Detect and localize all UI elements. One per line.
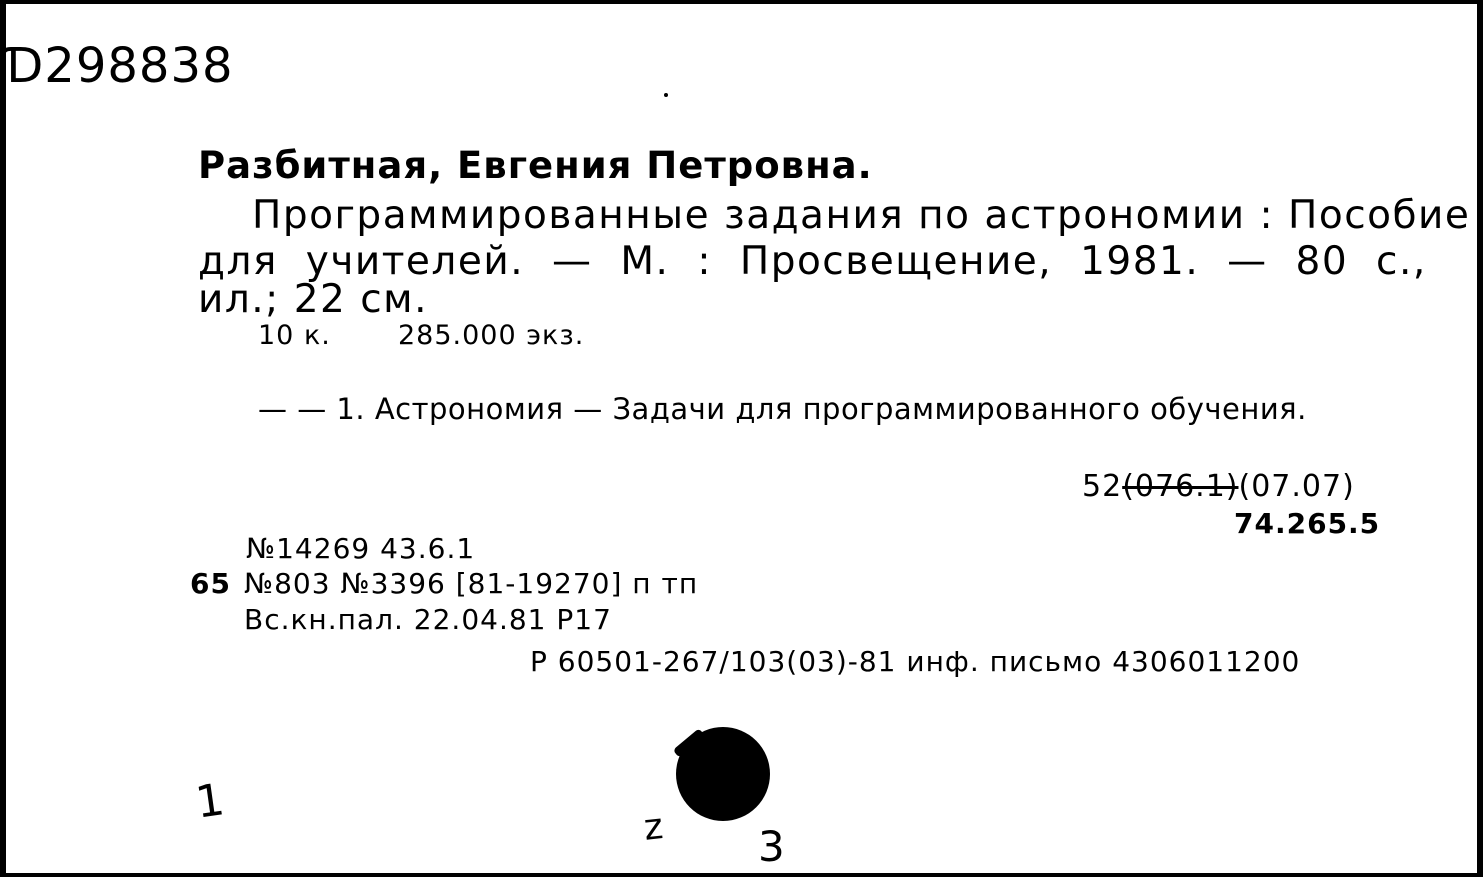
meta-number: 65 [190,567,231,600]
print-run: 285.000 экз. [398,320,585,351]
udc-index [1082,469,1355,504]
card-border-top [0,0,1483,4]
udc-prefix: 52 [1082,469,1123,504]
card-border-left [0,0,6,877]
price: 10 к. [258,320,331,351]
author-heading: Разбитная, Евгения Петровна. [198,144,873,187]
description-line: Программированные задания по астрономии : Пособие [252,193,1471,238]
meta-line: Р 60501-267/103(03)-81 инф. письмо 4306011200 [530,645,1301,678]
handwritten-mark: z [641,806,665,849]
ink-speck [664,93,668,97]
card-border-right [1477,0,1483,877]
description-line: ил.; 22 см. [198,277,428,322]
card-number: Ɗ298838 [4,38,234,94]
meta-line: №14269 43.6.1 [246,532,476,565]
card-border-bottom [0,873,1483,877]
udc-struck-out: (076.1) [1122,469,1239,504]
handwritten-mark: 1 [192,774,228,829]
bbk-index: 74.265.5 [1234,507,1381,540]
meta-line: №803 №3396 [81-19270] п тп [244,567,699,600]
meta-line: Вс.кн.пал. 22.04.81 Р17 [244,603,612,636]
description-line: для учителей. — М. : Просвещение, 1981. — 80 с., [198,239,1427,284]
handwritten-mark: 3 [758,822,785,871]
subject-heading: — — 1. Астрономия — Задачи для программированного обучения. [258,392,1307,426]
udc-suffix: (07.07) [1238,469,1355,504]
